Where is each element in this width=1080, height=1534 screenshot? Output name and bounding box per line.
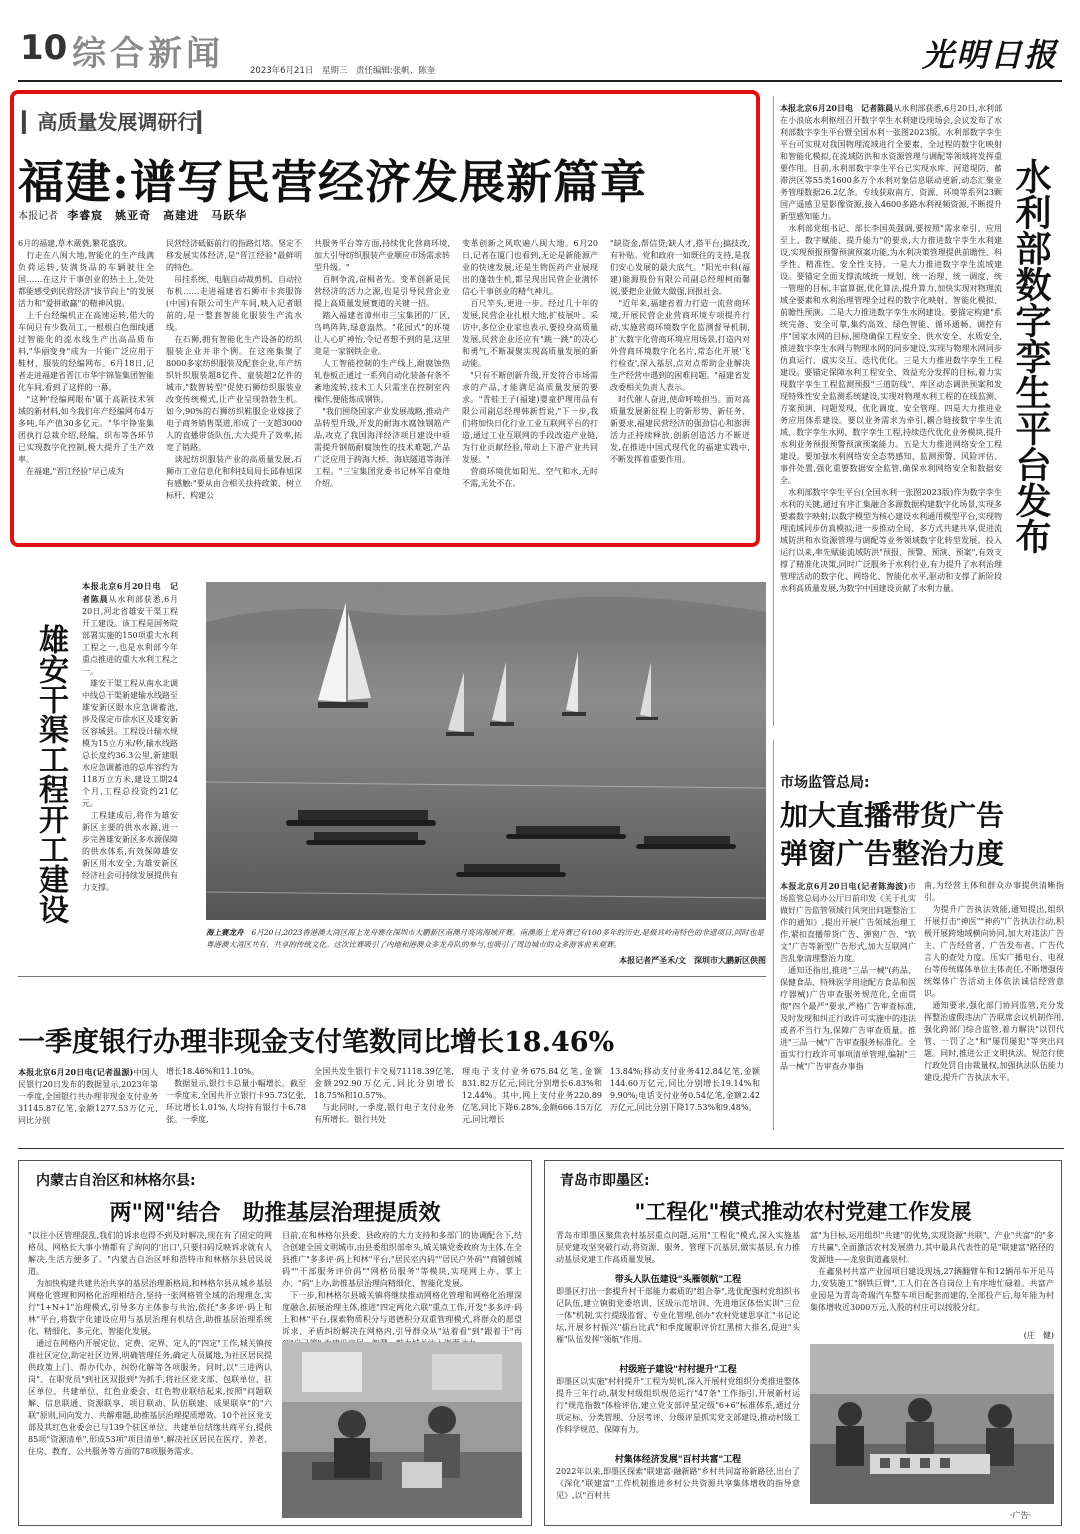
masthead-logo: 光明日报 <box>921 36 1058 74</box>
xiongan-body: 从水利部获悉,6月20日,河北省雄安干渠工程开工建设。该工程是国务院部署实施的150项重大水利工程之一,也是水利部今年重点推进的重大水利工程之一。 雄安干渠工程从南水北调中线总干渠新建输水线路至雄安新区眼水应急调蓄池,涉及保定市徐水区及雄安新区容城县。工程设计输水规模为15立方米/秒,输水线路总长度约36.3公里,新建眼水应急调蓄池的总库容约为118万立方米,建设工期24个月,工程总投资约21亿元。 工程建成后,将作为雄安新区主要的供水水源,进一步完善雄安新区多水源保障的供水体系,有效保障雄安新区用水安全,为雄安新区经济社会可持续发展提供有力支撑。 <box>82 595 178 892</box>
qingdao-author: (庄 健) <box>1023 1331 1054 1340</box>
section-rule <box>18 976 766 977</box>
neimeng-photo <box>282 1342 522 1518</box>
bank-column-1 <box>18 1066 158 1130</box>
section-rule <box>18 1148 1064 1149</box>
page-number: 10 <box>20 28 68 68</box>
qingdao-text-3: 2022年以来,即墨区探索"联建富·融新路"乡村共同富裕新路径,出台了《深化"联建富"工作机制推进乡村公共资源共享集体增收的指导意见》,以"百村共 <box>556 1467 800 1500</box>
qingdao-intro: 青岛市即墨区聚焦农村基层重点问题,运用"工程化"模式,深入实施基层党建攻坚突破行动,将资源、服务、管理下沉基层,做实基层,有力推动基层党建工作高质量发展。 <box>556 1231 800 1264</box>
qingdao-subhead-3: 村集体经济发展"百村共富"工程 <box>614 1455 742 1465</box>
column-divider <box>773 96 774 726</box>
neimeng-column-1: "以往小区管理混乱,我们的诉求也得不到及时解决,现在有了固定的网格员、网格长大事小情都有了询问的'出口',只要扫码反映诉求就有人解决,生活方便多了。"内蒙古自治区呼和浩特市和林格尔县居民说道。 为加快构建共建共治共享的基层治理新格局,和林格尔县从城乡基层网格化管理和网格化治理相结合,坚持一张网格管全域的治理理念,实行"1+N+1"治理模式,引导多方主体参与共治,依托"多多评·码上和林"平台,将数字化建设应用与基层治理有机结合,助推基层治理系统化、精细化、多元化、智能化发展。 通过在网格内开展定位、定费、定界、定人的"四定"工作,城关镇按准社区定位,助定社区边界,明确管理任务,确定人员属地,为社区居民提供政策上门、帮办代办、纠纷化解等各项服务。同时,以"三进两认岗"、在职党员"到社区双报到"为抓手,将社区党支部、包联单位、驻区单位、共建单位、红色业委会、红色物业联结起来,按照"问题联解、信息联通、资源联享、项目联动、队伍联建、成果联享"的"六联"原则,同向发力、共解难题,助推基层治理提质增效。10个社区党支部及其红色业委会已与139个驻区单位、共建单位结缘共商平台,提供85项"资源清单",形成53项"项目清单",解决社区居民在医疗、养老、住房、教育、公共服务等方面的78项服务需求。 <box>28 1231 272 1456</box>
market-column-2: 南,为经营主体和群众办事提供清晰指引。 为提升广告执法效能,通知提出,组织开展打击"神医""神药"广告执法行动,积极开展跨地域横向协同,加大对违法广告主、广告经营者、广告发布者、广告代言人的查处力度。压实广播电台、电视台等传统媒体单位主体责任,不断增强传统媒体广告活动主体依法诚信经营意识。 通知要求,强化部门协同监管,充分发挥整治虚假违法广告联席会议机制作用,强化跨部门综合监管,着力解决"以罚代管、一罚了之"和"屡罚屡犯"等突出问题。同时,推进公正文明执法。规范行使行政处罚自由裁量权,加强执法队伍能力建设,提升广告执法水平。 <box>924 881 1064 1082</box>
xiongan-article-text <box>82 580 178 968</box>
lead-column-2: 民营经济砥砺前行的指路灯塔。坚定不移发展实体经济,是"晋江经验"最鲜明的特色。 吊挂系统、电脑自动裁剪机、自动拉布机……走进福建省石狮市卡宾服饰(中国)有限公司生产车间,映入记者眼前的,是一整套智能化服装生产流水线。 在石狮,拥有智能化生产设备的纺织服装企业并非个例。在这座集聚了8000多家纺织服装及配套企业,年产纺织针织服装超8亿件、童装超2亿件的城市,"数智转型"促使石狮纺织服装业改变传统模式,让产业呈现勃勃生机。如今,90%的石狮纺织鞋服企业嫁接了电子商务销售渠道,形成了一支超3000人的直播带货队伍,大大提升了效率,拓宽了销路。 谈起纺织服装产业的高质量发展,石狮市工业信息化和科技局局长邱春旭深有感触:"要从由合相关扶持政策、树立标杆、构建公 <box>166 239 302 500</box>
lead-column-4: 变革创新之风吹遍八闽大地。6月20日,记者在厦门也看到,无论是新能源产业的快速发展,还是生物医药产业展现出的蓬勃生机,都呈现出民营企业满怀信心干事创业的精气神儿。 百尺竿头,更进一步。经过几十年的发展,民营企业扎根大地,扩枝展叶。采访中,多位企业家也表示,要投身高质量发展,民营企业还应有"跳一跳"的决心和勇气,不断凝聚实现高质量发展的新动能。 "只有不断创新升级,开发符合市场需求的产品,才能满足高质量发展的要求。"青蛙王子(福建)婴童护理用品有限公司副总经理韩新哲说,"下一步,我们将加快日化行业工业互联网平台的打造,通过工业互联网的手段改造产业链,为行业贡献经验,带动上下游产业共同发展。" 营商环境优如阳光、空气和水,无时不需,无处不在。 <box>462 239 598 488</box>
byline-names: 李睿宸 姚亚奇 高建进 马跃华 <box>67 209 248 222</box>
water-article-text <box>780 102 1002 604</box>
bank-headline: 一季度银行办理非现金支付笔数同比增长18.46% <box>18 1027 615 1058</box>
byline-prefix: 本报记者 <box>18 211 58 222</box>
market-kicker: 市场监管总局: <box>780 775 870 791</box>
column-divider <box>773 740 774 1130</box>
neimeng-kicker: 内蒙古自治区和林格尔县: <box>36 1173 196 1189</box>
ad-label: ·广告· <box>1010 1511 1032 1520</box>
header-rule <box>18 80 1062 82</box>
workshop-photo <box>810 1344 1054 1504</box>
photo-credit: 本报记者严圣禾/文 深圳市大鹏新区供图 <box>619 955 766 965</box>
lead-headline: 福建:谱写民营经济发展新篇章 <box>18 155 647 209</box>
qingdao-subhead-1: 带头人队伍建设"头雁领航"工程 <box>614 1275 742 1285</box>
qingdao-headline: "工程化"模式推动农村党建工作发展 <box>634 1199 972 1224</box>
qingdao-text-2: 即墨区以实施"村村提升"工程为契机,深入开展村党组织分类推进整体提升三年行动,制发村级组织规范运行"47条"工作指引,开展新村运行"规范指数"体检评估,建立党支部评星定级"6+6"标准体系,通过分项定标、分类管理、分层考评、分级评星抓实党支部建设,推动村级工作科学规范、保障有力。 <box>556 1377 800 1434</box>
market-lead-prefix: 本报北京6月20日电(记者陈海波) <box>780 881 908 891</box>
market-column-1 <box>780 880 916 1130</box>
photo-caption-text: 6月20日,2023香港澳大湾区海上龙舟赛在深圳市大鹏新区南澳月亮湾海域开赛。南澳海上龙舟赛已有100多年的历史,是极具岭南特色的非遗项目,同时也是粤港澳大湾区共有、共享的传统文化。这次比赛吸引了内地和港澳众多龙舟队的参与,也吸引了周边城市的众多游客前来观赛。 <box>206 928 764 949</box>
bank-column-5: 13.84%;移动支付业务412.84亿笔,金额144.60万亿元,同比分别增长19.14%和9.90%;电话支付业务0.54亿笔,金额2.42万亿元,同比分别下降17.53%和9.48%。 <box>610 1067 760 1112</box>
bank-column-4: 理电子支付业务675.84亿笔,金额831.82万亿元,同比分别增长6.83%和12.44%。其中,网上支付业务220.89亿笔,同比下降6.28%,金额666.15万亿元,同比增长 <box>462 1067 602 1124</box>
xiongan-lead-prefix: 本报北京6月20日电 记者陈晨 <box>82 581 178 604</box>
market-headline-line2: 弹窗广告整治力度 <box>780 837 1005 870</box>
water-headline: 水利部数字孪生平台发布 <box>1010 158 1052 554</box>
qingdao-text-1: 即墨区打出一套提升村干部能力素质的"组合拳",选优配强村党组织书记队伍,建立镇街党委培训、区级示范培训、先进地区体悟实训"三位一体"机制,实行提级监督、专业化管理,创办"农村党建思享汇"书记论坛,开展乡村振兴"擂台比武"和季度履职评价红黑榜大排名,促进"头雁"队伍发挥"领航"作用。 <box>556 1287 800 1344</box>
neimeng-headline: 两"网"结合 助推基层治理提质效 <box>109 1200 441 1226</box>
lead-column-1: 6月的福建,草木葳蕤,繁花盛放。 行走在八闽大地,智能化的生产线满负荷运转,装满货品的车辆驶往全国……在这片干事创业的热土上,处处都能感受到民营经济"拔节向上"的发展活力和"爱拼敢赢"的精神风貌。 上千台经编机正在高速运转,偌大的车间只有少数员工,一根根白色细线通过智能化的流水线生产出高品质布料,"华丽变身"成为一片能广泛应用于鞋材、服装的经编网布。6月18日,记者走进福建省晋江市华宇锦鉴集团智能化车间,看到了这样的一幕。 "这种'经编网眼布'属于高新技术领域的新材料,如今我们年产经编网布4万多吨,年产值30多亿元。"华宇铮鉴集团执行总裁介绍,经编、织布等各环节已实现数字化控制,极大提升了生产效率。 在福建,"晋江经验"早已成为 <box>18 239 154 476</box>
lead-column-5: "缺资金,帮信贷;缺人才,搭平台;搞技改,有补贴。党和政府一如既往的支持,是我们安心发展的最大底气。"阳光中科(福建)能源股份有限公司副总经理柯雨馨说,要把企业做大做强,回报社会。 "近年来,福建省着力打造一流营商环境,开展民营企业营商环境专项提升行动,实施营商环境数字化监测督导机制,扩大数字化营商环境应用场景,打造内对外营商环境数字化名片,常态化开展'飞行检查',深入基层,点对点帮助企业解决生产经营中遇到的困难问题。"福建省发改委相关负责人表示。 时代催人奋进,使命呼唤担当。面对高质量发展新征程上的新形势、新任务、新要求,福建民营经济的强劲信心和澎湃活力正持续释放,创新创造活力不断迸发,在推进中国式现代化的福建实践中,不断发挥着重要作用。 <box>610 239 750 464</box>
section-name: 综合新闻 <box>72 34 224 74</box>
qingdao-kicker: 青岛市即墨区: <box>560 1173 650 1189</box>
bank-lead-prefix: 本报北京6月20日电(记者温源) <box>18 1067 134 1077</box>
qingdao-subhead-2: 村级班子建设"村村提升"工程 <box>619 1365 737 1375</box>
bank-col1-body: 中国人民银行20日发布的数据显示,2023年第一季度,全国银行共办理非现金支付业务31145.87亿笔,金额1277.53万亿元,同比分别 <box>18 1068 158 1125</box>
photo-caption-title: 海上赛龙舟 <box>206 928 244 937</box>
column-tag: ▎高质量发展调研行▎ <box>22 110 213 134</box>
lead-byline <box>18 207 247 223</box>
dragon-boat-image <box>206 582 766 920</box>
qingdao-photo <box>810 1344 1054 1504</box>
qingdao-column-2: 富"为目标,运用组织"共建"的优势,实现资源"共联"、产业"共富"的"多方共赢",全面激活农村发展潜力,其中最具代表性的是"联建富"路径的发源地——龙泉街道鑫泉村。 在鑫泉村共富产业园项目建设现场,27辆翻臂车和12辆吊车开足马力,安装施工"钢铁巨臂",工人们在各自岗位上有序地忙碌着。共富产业园是为青岛奇瑞汽车整车项目配套而建的,全部投产后,每年能为村集体增收近3000万元,人股的村庄可以按股分红。 <box>810 1231 1054 1312</box>
office-photo <box>282 1342 522 1518</box>
xiongan-headline: 雄安干渠工程开工建设 <box>33 624 68 924</box>
water-body: 从水利部获悉,6月20日,水利部在小浪底水利枢纽召开数字孪生水利建设现场会,会议发布了水利部数字孪生平台暨全国水利一张图2023版。水利部数字孪生平台可实现对我国物理流域进行全要素、全过程的数字化映射和智能化模拟,在流域防洪和水资源管理与调配等领域将发挥重要作用。目前,水利部数字孪生平台已实现水库、河道堤防、蓄滞洪区等55类1600多万个水利对象信息联动更新,动态汇聚业务管理数据26.2亿条。专线获取南方、资源、环境等系列23颗国产遥感卫星影像资源,接入4600多路水利视频资源,不断提升新型感知能力。 水利部党组书记、部长李国英强调,要按照"需求牵引、应用至上、数字赋能、提升能力"的要求,大力推进数字孪生水利建设,实现预报预警预演预案功能,为水利决策管理提供前瞻性、科学性、精准性、安全性支持。一是大力推进数字孪生流域建设。要锚定全面支撑流域统一规划、统一治理、统一调度、统一管理的目标,丰富算据,优化算法,提升算力,加快实现对物理流域全要素和水利治理管理全过程的数字化映射、智能化模拟、前瞻性预演。二是大力推进数字孪生水网建设。要锚定构建"系统完备、安全可靠,集约高效、绿色智能、循环通畅、调控有序"国家水网的目标,围绕确保工程安全、供水安全、水质安全,推进数字孪生水网与物理水网的同步建设,实现与物理水网同步仿真运行、虚实交互、迭代优化。三是大力推进数字孪生工程建设。要锚定保障水利工程安全、效益充分发挥的目标,着力实现数字孪生工程监测预报"三道防线"、库区动态调洪预案和发现特殊性安全监测系统建设,实现对物理水利工程的在线监测、方案预演、问题发现、优化调度、安全管理。四是大力推进业务应用体系建设。要以业务需求为牵引,耦合链接数字孪生流域、数字孪生水网、数字孪生工程,持续迭代优化业务模块,提升水利业务预报预警预演预案能力。五是大力推进网络安全工程建设。要加强水利网络安全态势感知、监测预警、风险评估、事件处置,强化重要数据安全监管,确保水利网络安全和数据安全。 水利部数字孪生平台(全国水利一张图2023版)作为数字孪生水利的关键,通过有序汇集融合多源数据构建数字化场景,实现多要素数字映射;以数字模型为核心建设水利通用模型平台,实现物理流域同步仿真模拟;进一步推动全局、多方式共建共享,促进流域防洪和水资源管理与调配等业务领域数字化转型发展。投入运行以来,率先赋能流域防洪"预报、预警、预演、预案",有效支撑了精准化决策,同时广泛服务于水利行业,有力提升了水利治理管理活动的数字化、网络化、智能化水平,驱动和支撑了新阶段水利高质量发展,为数字中国建设贡献了水利力量。 <box>780 104 1002 593</box>
issue-meta: 2023年6月21日 星期三 责任编辑:张帆、陈奎 <box>250 66 436 76</box>
neimeng-column-2: 目前,在和林格尔县委、县政府的大力支持和多部门的协调配合下,结合创建全国文明城市,由县委组织部牵头,城关镇党委政府为主体,在全县推广"多多评·码上和林"平台,"居民室内码""居民户外码""商铺创城码""干部服务评价码""网格员服务"等模块,实现网上办、掌上办、"码"上办,助推基层治理向精细化、智能化发展。 下一步,和林格尔县城关镇将继续推动网格化管理和网格化治理深度融合,拓展治理主体,推进"四定两化六联"重点工作,开发"多多评·码上和林"平台,探索物质积分与道德积分双重管理模式,将群众的愿望诉求、矛盾纠纷解决在网格内,引导群众从"站着看"到"跟着干"再 <box>282 1231 522 1336</box>
water-lead-prefix: 本报北京6月20日电 记者陈晨 <box>780 103 894 113</box>
bank-column-3: 全国共发生银行卡交易71118.39亿笔,金额292.90万亿元,同比分别增长18.75%和10.57%。 与此同时,一季度,银行电子支付业务有所增长。银行共处 <box>314 1067 454 1124</box>
bank-column-2: 增长18.46%和11.10%。 数据显示,银行卡总量小幅增长。截至一季度末,全国共开立银行卡95.73亿张,环比增长1.01%,人均持有银行卡6.78张。一季度, <box>166 1067 306 1124</box>
dragon-boat-photo <box>206 582 766 920</box>
market-col1-body: 市场监管总局办公厅日前印发《关于扎实做好广告监管领域行风突出问题整治工作的通知》,提出开展广告领域治理工作,紧扣直播带货广告、弹窗广告、"软文"广告等新型广告形式,加大互联网广告乱象清理整治力度。 通知还指出,推进"三品一械"(药品、保健食品、特殊医学用途配方食品和医疗器械)广告审查服务规范化,全面贯彻"四个最严"要求,严格广告审查标准,及时发现和纠正行政许可实施中的违法或者不当行为,保障广告审查质量。推进"三品一械"广告审查服务标准化。全面实行行政许可事项清单管理,编制"三品一械"广告审查办事指 <box>780 882 916 1071</box>
lead-column-3: 共服务平台等方面,持续优化营商环境,加大引导纺织服装产业顺应市场需求转型升级。" 百舸争流,奋楫者先。变革创新是民营经济的活力之源,也是引导民营企业提上高质量发展赛道的关键一招。 踏入福建省漳州市三宝集团的厂区,鸟鸣阵阵,绿意盎然。"花园式"的环境让人心旷神怡,令记者想不到的是,这里竟是一家钢铁企业。 人工智能控制的生产线上,耐腐蚀热轧卷板正通过一系列自动化装备有条不紊地流转,技术工人只需坐在控制室内操作,便能炼成钢铁。 "我们围绕国家产业发展战略,推动产品转型升级,开发的耐海水腐蚀钢筋产品,攻克了我国海洋经济项目建设中亟需提升钢筋耐腐蚀性的技术难题,产品广泛应用于跨海大桥、海底隧道等海洋工程。"三宝集团党委书记林军自豪地介绍。 <box>314 239 450 488</box>
market-headline-line1: 加大直播带货广告 <box>780 799 1005 832</box>
